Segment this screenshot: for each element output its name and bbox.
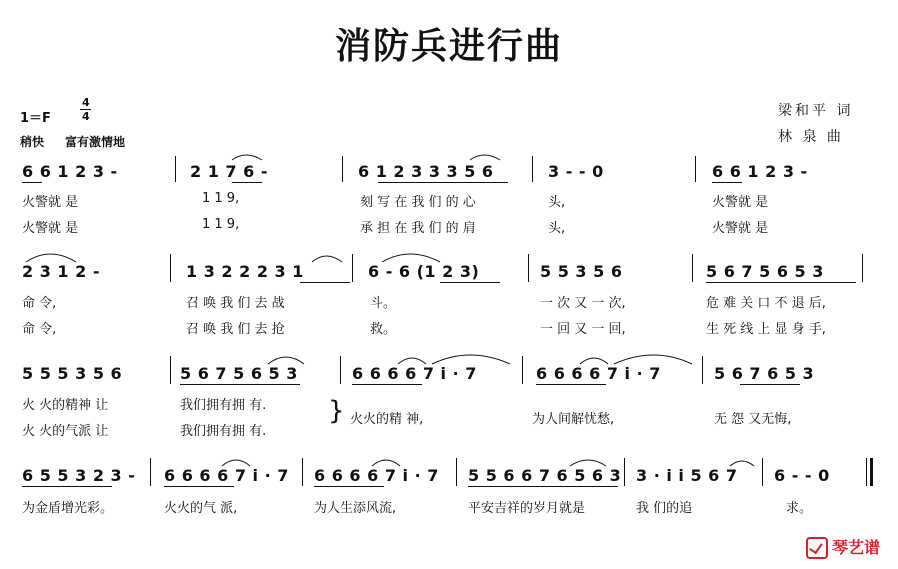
watermark-logo [806,535,880,560]
measure-2-5: 5 6 7 5 6 5 3 [706,262,824,281]
measure-4-2: 6 6 6 6 7 i · 7 [164,466,289,485]
slur [26,254,76,262]
measure-1-5: 6 6 1 2 3 - [712,162,808,181]
lyric-merged: 无 怨 又无悔, [714,412,792,427]
lyric-v1: 刻 写 在 我 们 的 心 [360,195,476,210]
slur [432,355,510,364]
slur [580,358,608,364]
lyric-v1: 火警就 是 [22,195,79,210]
slur [372,460,400,466]
underline [314,486,384,487]
measure-3-2: 5 6 7 5 6 5 3 [180,364,298,383]
lyric-v1: 危 难 关 口 不 退 后, [706,296,826,311]
underline [300,282,350,283]
lyric-v2: 生 死 线 上 显 身 手, [706,322,826,337]
lyric-v2: 1 1 9, [202,217,240,232]
lyric-v2: 火 火的气派 让 [22,424,109,439]
lyric-v1: 召 唤 我 们 去 战 [186,296,285,311]
slur [268,357,304,364]
slur [730,461,754,466]
measure-4-4: 5 5 6 6 7 6 5 6 3 [468,466,622,485]
lyric-v2: 火警就 是 [712,221,769,236]
logo-icon [806,537,828,559]
time-signature-bottom: 4 [82,110,90,123]
lyric-v1: 一 次 又 一 次, [540,296,626,311]
lyric-v1: 火 火的精神 让 [22,398,109,413]
measure-2-2: 1 3 2 2 2 3 1 [186,262,304,281]
measure-4-1: 6 5 5 3 2 3 - [22,466,136,485]
lyric-v2: 头, [548,221,566,236]
lyric-v2: 救。 [370,322,397,337]
composer-credit: 林 泉 曲 [778,129,844,145]
slur [470,155,500,160]
lyric-v2: 召 唤 我 们 去 抢 [186,322,285,337]
tempo-marking: 稍快 [20,135,45,149]
underline [706,282,856,283]
underline [22,182,42,183]
lyric-v1: 命 令, [22,296,57,311]
underline [440,282,500,283]
underline [352,384,422,385]
measure-4-5: 3 · i i 5 6 7 [636,466,738,485]
lyric-v1: 我 们的追 [636,501,693,516]
underline [740,384,800,385]
lyric-v1: 为金盾增光彩。 [22,501,114,516]
underline [22,486,112,487]
slur [398,358,426,364]
watermark-text: 琴艺谱 [831,537,880,557]
lyric-v1: 头, [548,195,566,210]
slur [312,256,342,262]
lyric-v1: 我们拥有拥 有. [180,398,267,413]
merge-brace: } [328,396,345,426]
lyric-v2: 火警就 是 [22,221,79,236]
underline [712,182,742,183]
underline [378,182,508,183]
lyric-v1: 1 1 9, [202,191,240,206]
lyric-v2: 我们拥有拥 有. [180,424,267,439]
measure-2-3: 6 - 6 (1 2 3) [368,262,480,281]
slur [222,460,250,466]
lyric-merged: 火火的精 神, [350,412,424,427]
lyric-v1: 斗。 [370,296,397,311]
song-title: 消防兵进行曲 [334,25,563,67]
measure-1-1: 6 6 1 2 3 - [22,162,118,181]
measure-1-2: 2 1 7 6 - [190,162,268,181]
lyric-v2: 承 担 在 我 们 的 肩 [360,221,476,236]
slur [382,254,440,262]
lyric-v1: 平安吉祥的岁月就是 [468,501,586,516]
lyric-v2: 一 回 又 一 回, [540,322,626,337]
lyric-v2: 命 令, [22,322,57,337]
key-signature: 1＝F [20,111,51,126]
underline [180,384,300,385]
measure-1-4: 3 - - 0 [548,162,604,181]
slur [232,155,262,160]
lyric-merged: 为人间解忧愁, [532,412,615,427]
measure-4-6: 6 - - 0 [774,466,830,485]
measure-3-5: 5 6 7 6 5 3 [714,364,815,383]
measure-3-4: 6 6 6 6 7 i · 7 [536,364,661,383]
measure-2-1: 2 3 1 2 - [22,262,100,281]
measure-4-3: 6 6 6 6 7 i · 7 [314,466,439,485]
lyricist-credit: 梁和平 词 [778,103,854,119]
underline [232,182,262,183]
lyric-v1: 火警就 是 [712,195,769,210]
measure-2-4: 5 5 3 5 6 [540,262,623,281]
measure-3-3: 6 6 6 6 7 i · 7 [352,364,477,383]
slur [570,460,606,466]
measure-1-3: 6 1 2 3 3 3 5 6 [358,162,494,181]
underline [164,486,234,487]
lyric-v1: 火火的气 派, [164,501,238,516]
time-signature-top: 4 [82,96,90,109]
slur [614,355,692,364]
lyric-v1: 为人生添风流, [314,501,397,516]
underline [468,486,618,487]
expression-marking: 富有激情地 [65,135,126,149]
measure-3-1: 5 5 5 3 5 6 [22,364,123,383]
underline [536,384,606,385]
lyric-v1: 求。 [786,501,813,516]
